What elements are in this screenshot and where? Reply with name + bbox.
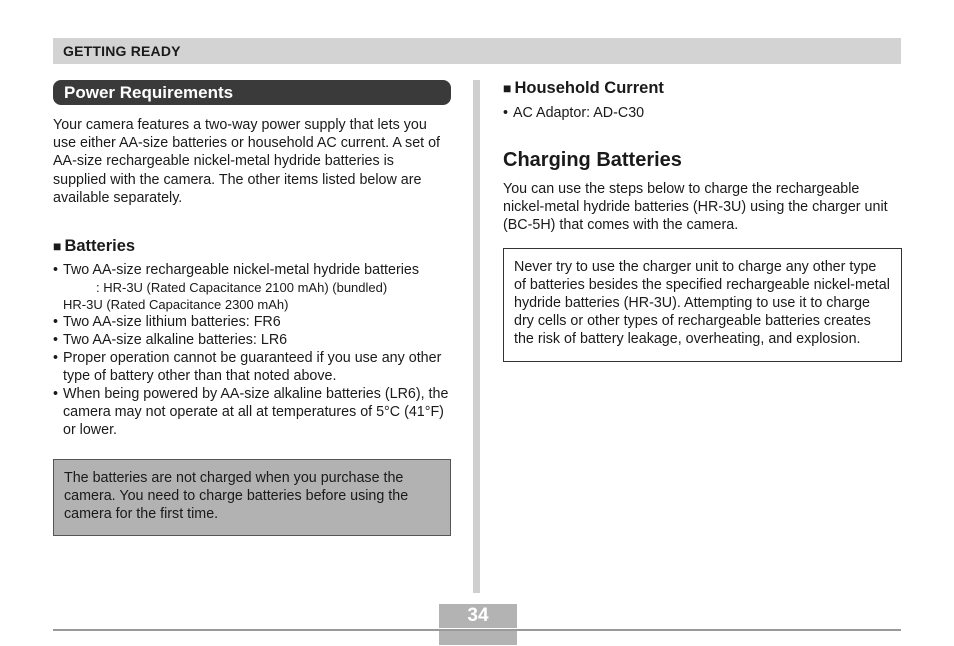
charging-batteries-title: Charging Batteries bbox=[503, 149, 682, 171]
list-item: • Proper operation cannot be guaranteed if you use any other type of battery other than that noted above. bbox=[53, 350, 442, 385]
batteries-heading: ■ Batteries bbox=[53, 237, 136, 256]
list-item: • AC Adaptor: AD-C30 bbox=[503, 105, 645, 121]
list-item: • Two AA-size rechargeable nickel-metal hydride batteries bbox=[53, 262, 420, 279]
right-column bbox=[503, 78, 902, 362]
bullet-icon: • bbox=[503, 105, 509, 121]
bullet-icon: • bbox=[53, 350, 59, 367]
batteries-list bbox=[53, 261, 451, 439]
chapter-title: GETTING READY bbox=[63, 43, 181, 59]
bullet-icon: • bbox=[53, 332, 59, 349]
list-item: • When being powered by AA-size alkaline batteries (LR6), the camera may not operate at all at temperatures of 5°C (41°F) or lower. bbox=[53, 386, 449, 439]
page-number-tab bbox=[439, 631, 517, 645]
section-title-power-requirements: Power Requirements bbox=[53, 80, 451, 105]
household-list bbox=[503, 104, 902, 122]
note-box: The batteries are not charged when you purchase the camera. You need to charge batteries before using the camera for the first time. bbox=[53, 459, 451, 536]
page-number: 34 bbox=[439, 604, 517, 628]
section-header-bar bbox=[53, 38, 901, 64]
model-line: : HR-3U (Rated Capacitance 2100 mAh) (bundled) bbox=[96, 280, 388, 296]
warning-box: Never try to use the charger unit to charge any other type of batteries besides the specified rechargeable nickel-metal hydride batteries (HR-3U). Attempting to use it to charge dry cells or other types of rechargeable batteries creates the risk of battery leakage, overheating, and explosion. bbox=[503, 248, 902, 362]
column-divider bbox=[473, 80, 480, 593]
square-bullet-icon: ■ bbox=[503, 80, 512, 96]
charging-paragraph: You can use the steps below to charge the rechargeable nickel-metal hydride batteries (HR-3U) using the charger unit (BC-5H) that comes with the camera. bbox=[503, 181, 888, 234]
square-bullet-icon: ■ bbox=[53, 238, 62, 255]
model-line: HR-3U (Rated Capacitance 2300 mAh) bbox=[63, 297, 289, 313]
bullet-icon: • bbox=[53, 314, 59, 331]
intro-paragraph: Your camera features a two-way power supply that lets you use either AA-size batteries or household AC current. A set of AA-size rechargeable nickel-metal hydride batteries is supplied with the camera. The other items listed below are available separately. bbox=[53, 117, 441, 206]
bullet-icon: • bbox=[53, 262, 59, 279]
household-current-heading: ■ Household Current bbox=[503, 79, 664, 97]
left-column bbox=[53, 80, 451, 536]
list-item: • Two AA-size lithium batteries: FR6 bbox=[53, 314, 281, 331]
bullet-icon: • bbox=[53, 386, 59, 403]
list-item: • Two AA-size alkaline batteries: LR6 bbox=[53, 332, 288, 349]
